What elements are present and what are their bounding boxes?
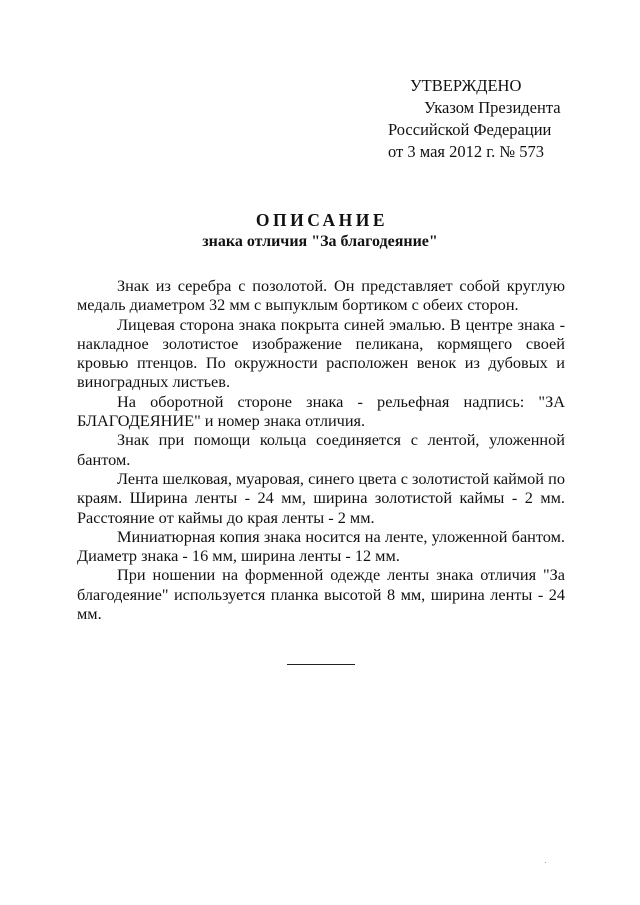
approved-label: УТВЕРЖДЕНО: [410, 76, 522, 95]
paragraph-ribbon: Лента шелковая, муаровая, синего цвета с золотистой каймой по краям. Ширина ленты - 24 мм, ширина золотистой каймы - 2 мм. Расстояние от каймы до края ленты - 2 мм.: [77, 468, 565, 527]
approval-line-date: от 3 мая 2012 г. № 573: [388, 142, 545, 161]
title-block: [0, 210, 640, 251]
document-subtitle: знака отличия "За благодеяние": [202, 233, 438, 250]
paragraph-ring: Знак при помощи кольца соединяется с лентой, уложенной бантом.: [77, 430, 565, 469]
document-body: [77, 276, 565, 623]
paragraph-reverse: На оборотной стороне знака - рельефная надпись: "ЗА БЛАГОДЕЯНИЕ" и номер знака отличия.: [77, 391, 565, 431]
document-title: ОПИСАНИЕ: [255, 210, 389, 230]
paragraph-uniform-bar: При ношении на форменной одежде ленты знака отличия "За благодеяние" используется планка высотой 8 мм, ширина ленты - 24 мм.: [77, 565, 565, 624]
scan-speck: [545, 862, 546, 863]
paragraph-obverse: Лицевая сторона знака покрыта синей эмалью. В центре знака - накладное золотистое изображение пеликана, кормящего своей кровью птенцов. По окружности расположен венок из дубовых и виноградных листьев.: [77, 314, 565, 392]
closing-divider: [287, 664, 355, 665]
approval-line-decree: Указом Президента: [424, 98, 561, 117]
approval-line-federation: Российской Федерации: [388, 120, 552, 139]
paragraph-miniature: Миниатюрная копия знака носится на ленте, уложенной бантом. Диаметр знака - 16 мм, ширина ленты - 12 мм.: [77, 526, 565, 566]
paragraph-material: Знак из серебра с позолотой. Он представляет собой круглую медаль диаметром 32 мм с выпуклым бортиком с обеих сторон.: [77, 276, 565, 315]
